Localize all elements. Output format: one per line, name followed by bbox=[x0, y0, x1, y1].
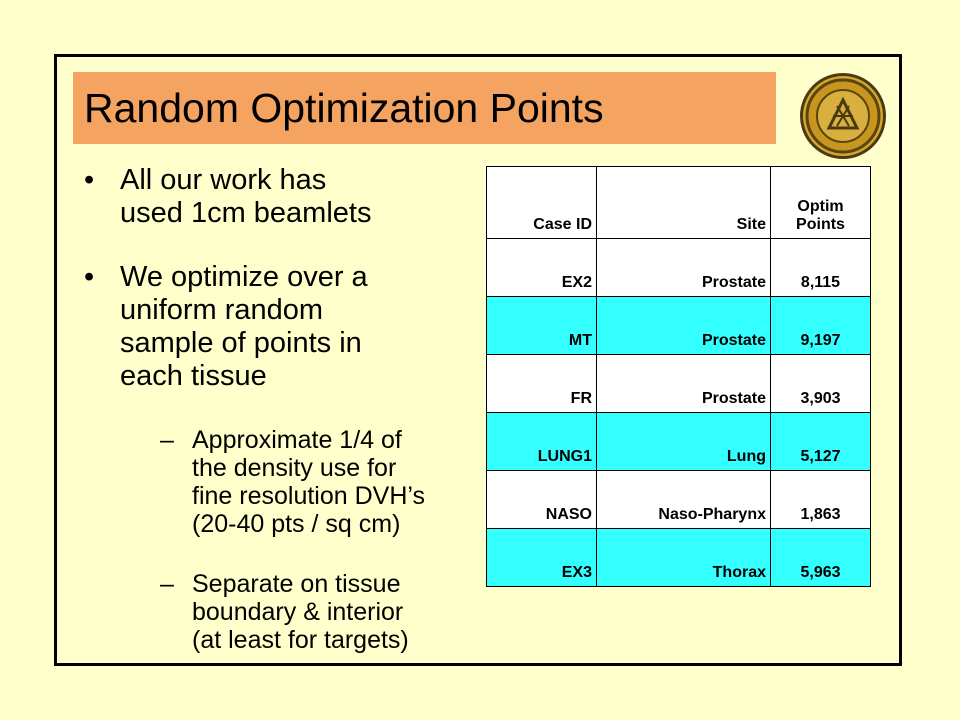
header-site: Site bbox=[597, 167, 771, 239]
cell-optim-points: 9,197 bbox=[771, 297, 871, 355]
cell-case-id: MT bbox=[487, 297, 597, 355]
table-row bbox=[487, 529, 871, 587]
table-row bbox=[487, 355, 871, 413]
sub-bullet-text-line: fine resolution DVH’s bbox=[192, 482, 425, 510]
cell-optim-points: 5,127 bbox=[771, 413, 871, 471]
bullet-text-line: We optimize over a bbox=[120, 261, 368, 293]
cell-site: Naso-Pharynx bbox=[597, 471, 771, 529]
cell-optim-points: 3,903 bbox=[771, 355, 871, 413]
cell-site: Thorax bbox=[597, 529, 771, 587]
bullet-text-line: each tissue bbox=[120, 360, 267, 392]
header-optim-points: Optim Points bbox=[771, 167, 871, 239]
table-header-row bbox=[487, 167, 871, 239]
cell-case-id: LUNG1 bbox=[487, 413, 597, 471]
cell-case-id: EX3 bbox=[487, 529, 597, 587]
bullet-text-line: uniform random bbox=[120, 294, 324, 326]
header-case-id: Case ID bbox=[487, 167, 597, 239]
dash-marker: – bbox=[160, 570, 174, 598]
cell-site: Prostate bbox=[597, 297, 771, 355]
cell-site: Lung bbox=[597, 413, 771, 471]
sub-bullet-text-line: Separate on tissue bbox=[192, 570, 401, 598]
table-row bbox=[487, 471, 871, 529]
bullet-text-line: used 1cm beamlets bbox=[120, 197, 372, 229]
cell-optim-points: 1,863 bbox=[771, 471, 871, 529]
optimization-table bbox=[486, 166, 871, 587]
bullet-marker: • bbox=[84, 261, 95, 293]
cell-case-id: FR bbox=[487, 355, 597, 413]
sub-bullet-text-line: Approximate 1/4 of bbox=[192, 426, 402, 454]
bullet-marker: • bbox=[84, 164, 95, 196]
cell-site: Prostate bbox=[597, 355, 771, 413]
sub-bullet-text-line: (at least for targets) bbox=[192, 626, 409, 654]
slide-title: Random Optimization Points bbox=[84, 85, 604, 131]
bullet-text-line: All our work has bbox=[120, 164, 327, 196]
cell-optim-points: 5,963 bbox=[771, 529, 871, 587]
cell-case-id: NASO bbox=[487, 471, 597, 529]
dash-marker: – bbox=[160, 426, 174, 454]
cell-case-id: EX2 bbox=[487, 239, 597, 297]
cell-site: Prostate bbox=[597, 239, 771, 297]
table-row bbox=[487, 297, 871, 355]
table-row bbox=[487, 239, 871, 297]
sub-bullet-text-line: the density use for bbox=[192, 454, 397, 482]
bullet-text-line: sample of points in bbox=[120, 327, 362, 359]
sub-bullet-text-line: boundary & interior bbox=[192, 598, 404, 626]
cell-optim-points: 8,115 bbox=[771, 239, 871, 297]
sub-bullet-text-line: (20-40 pts / sq cm) bbox=[192, 510, 401, 538]
university-seal-icon bbox=[800, 73, 886, 159]
table-row bbox=[487, 413, 871, 471]
